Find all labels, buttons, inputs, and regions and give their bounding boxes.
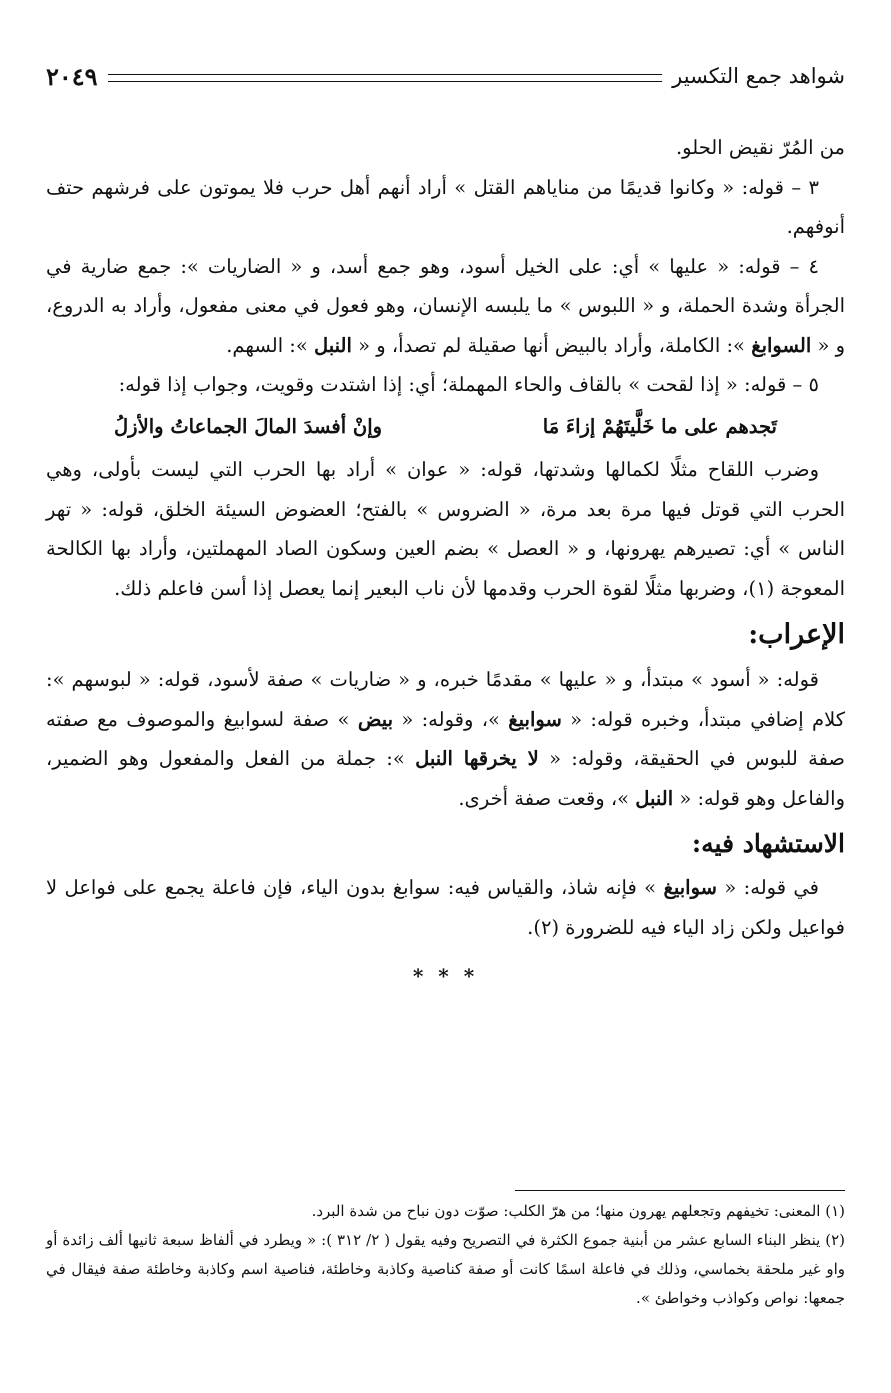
bold-term: سوابيغ [508,707,562,731]
text-run: »: الكاملة، وأراد بالبيض أنها صقيلة لم تصدأ، و « [351,333,752,357]
section-heading-istishhad: الاستشهاد فيه: [691,829,845,858]
text-run: ٤ – قوله: « عليها » أي: على الخيل أسود، وهو جمع أسد، و « الضاريات »: جمع ضارية في الجرأة وشدة الحملة، و « اللبوس » ما يلبسه الإنسان، وهو فعول في معنى مفعول، وأراد به الدروع، و « [46,254,845,357]
running-title: شواهد جمع التكسير [672,64,845,88]
paragraph-note-3: ٣ – قوله: « وكانوا قديمًا من مناياهم القتل » أراد أنهم أهل حرب فلا يموتون على فرشهم حتف أنوفهم. [46,175,845,238]
section-separator-stars: * * * [412,964,479,988]
bold-term: السوابغ [751,333,812,357]
bold-term: سوابيغ [663,876,717,899]
poetry-verse [46,407,845,447]
verse-second-hemistich: وإنْ أفسدَ المالَ الجماعاتُ والأزلُ [114,414,383,438]
verse-first-hemistich: تَجدهم على ما خَلَّيتَهُمْ إزاءَ مَا [542,414,777,438]
paragraph-istishhad [46,868,845,947]
text-run: » فإنه شاذ، والقياس فيه: سوابغ بدون الياء، فإن فاعلة يجمع على فواعل لا فواعيل ولكن زاد الياء فيه للضرورة (٢). [46,876,845,939]
footnotes [46,1190,845,1313]
footnote-rule [515,1190,845,1191]
footnote-2: (٢) ينظر البناء السابع عشر من أبنية جموع الكثرة في التصريح وفيه يقول ( ٢/ ٣١٢ ): « ويطرد في ألفاظ سبعة ثانيها ألف زائدة أو واو غير ملحقة بخماسي، وذلك في فاعلة اسمًا كانت أو صفة كناصية وكاذبة وخاطئة، فناصية اسم وكاذبة وخاطئة صفة فيقال في جمعها: نواص وكواذب وخواطئ ». [46,1231,846,1307]
text-run: »: السهم. [226,333,315,357]
text-run: » صفة لسوابيغ والموصوف مع صفته صفة للبوس في الحقيقة، وقوله: « [46,707,845,770]
bold-term: لا يخرقها النبل [415,747,539,770]
text-run: في قوله: « [717,876,819,899]
bold-term: النبل [635,786,674,810]
bold-term: بيض [357,707,394,731]
text-run: قوله: « أسود » مبتدأ، و « عليها » مقدمًا خبره، و « ضاريات » صفة لأسود، قوله: « لبوسهم »: كلام إضافي مبتدأ، وخبره قوله: « [46,668,845,731]
paragraph-explanation: وضرب اللقاح مثلًا لكمالها وشدتها، قوله: « عوان » أراد بها الحرب التي ليست بأولى، وهي الحرب التي قوتل فيها مرة بعد مرة، « الضروس » بالفتح؛ العضوض السيئة الخلق، قوله: « تهر الناس » أي: تصيرهم يهرونها، و « العصل » بضم العين وسكون الصاد المهملتين، وأراد بها الكالحة المعوجة (١)، وضربها مثلًا لقوة الحرب وقدمها لأن ناب البعير إنما يعصل إذا أسن فاعلم ذلك. [46,458,845,600]
page-header [46,56,845,96]
main-text [46,128,845,997]
paragraph-note-4 [46,247,845,366]
paragraph-note-5: ٥ – قوله: « إذا لقحت » بالقاف والحاء المهملة؛ أي: إذا اشتدت وقويت، وجواب إذا قوله: [118,373,819,396]
text-run: »، وقعت صفة أخرى. [458,786,636,810]
page-number: ٢٠٤٩ [46,61,98,91]
footnote-1: (١) المعنى: تخيفهم وتجعلهم يهرون منها؛ من هرّ الكلب: صوّت دون نباح من شدة البرد. [311,1202,845,1220]
bold-term: النبل [314,333,352,357]
header-double-rule [108,74,663,82]
text-run: »: جملة من الفعل والمفعول وهو الضمير، والفاعل وهو قوله: « [46,747,845,810]
text-run: »، وقوله: « [393,707,509,731]
paragraph-continuation: من المُرّ نقيض الحلو. [675,136,845,159]
section-heading-irab: الإعراب: [748,619,845,650]
paragraph-irab [46,660,845,818]
